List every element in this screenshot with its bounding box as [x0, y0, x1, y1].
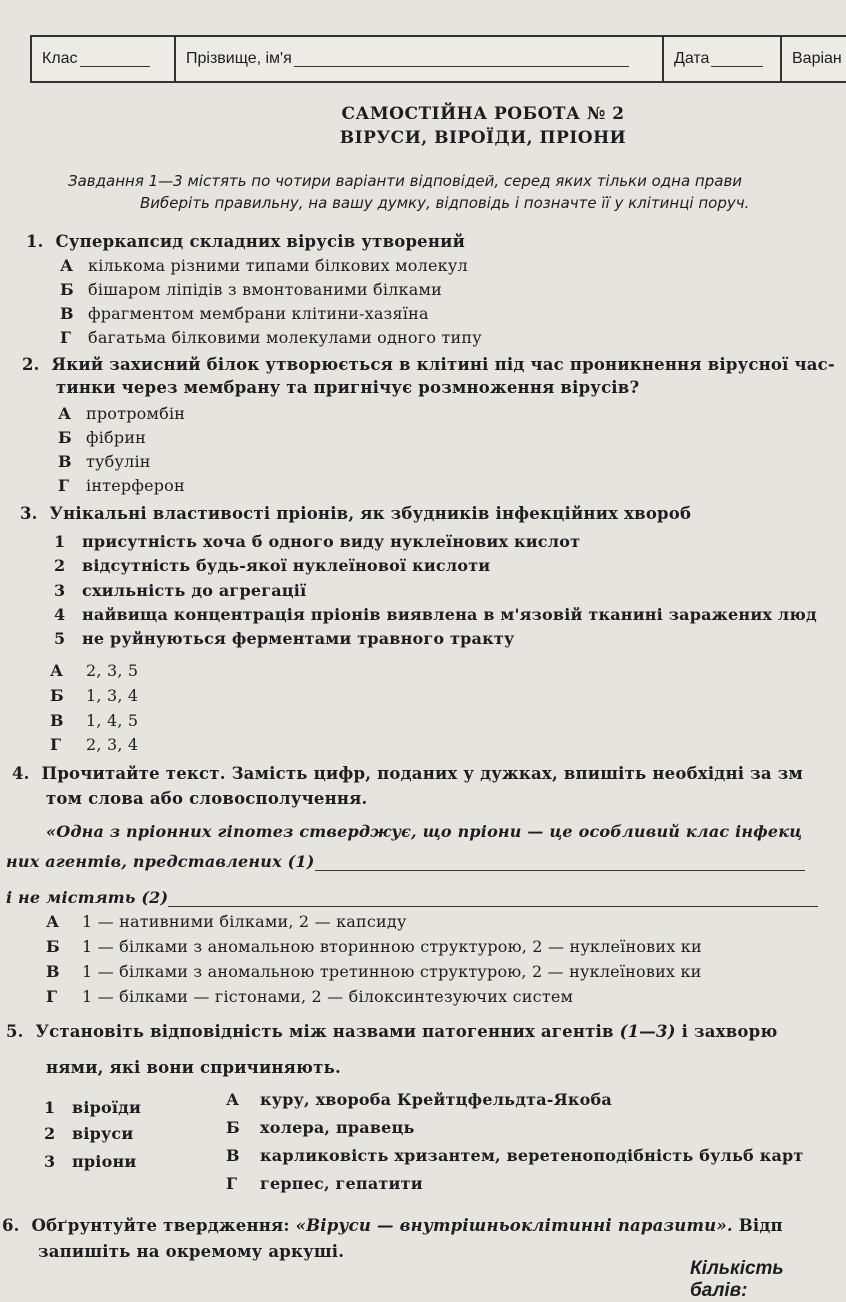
q3-statement-4	[54, 605, 817, 624]
option-letter: Г	[60, 328, 72, 347]
item-letter: Г	[226, 1174, 238, 1193]
item-letter: Б	[226, 1118, 240, 1137]
class-blank[interactable]	[80, 52, 150, 67]
option-letter: Г	[58, 476, 70, 495]
instruction-line-1: Завдання 1—3 містять по чотири варіанти відповідей, серед яких тільки одна прави	[68, 172, 743, 190]
q5-left-item-3	[44, 1152, 136, 1171]
option-letter: А	[60, 256, 74, 275]
score-label: Кількість балів:	[690, 1258, 784, 1301]
option-text: 1, 3, 4	[86, 686, 139, 705]
statement-number: 5	[54, 629, 66, 648]
item-letter: А	[226, 1090, 240, 1109]
date-cell	[664, 37, 782, 81]
item-text: герпес, гепатити	[260, 1174, 423, 1193]
name-label: Прізвище, ім'я	[186, 50, 292, 67]
option-text: багатьма білковими молекулами одного типу	[88, 328, 482, 347]
class-label: Клас	[42, 50, 78, 67]
statement-text: схильність до агрегації	[82, 581, 307, 600]
item-letter: В	[226, 1146, 240, 1165]
topic-title: ВІРУСИ, ВІРОЇДИ, ПРІОНИ	[339, 128, 627, 148]
q4-quote-line-3	[6, 888, 818, 907]
q3-statement-1	[54, 532, 580, 551]
name-cell	[176, 37, 664, 81]
q5-right-item-a	[226, 1090, 612, 1109]
question-5-number: 5.	[6, 1022, 24, 1041]
q2-option-c[interactable]	[58, 452, 151, 471]
statement-text: відсутність будь-якої нуклеїнової кислоти	[82, 556, 491, 575]
statement-number: 4	[54, 605, 66, 624]
question-1-number: 1.	[26, 232, 44, 251]
option-letter: А	[46, 912, 60, 931]
q3-option-b[interactable]	[50, 686, 138, 705]
option-letter: Б	[60, 280, 74, 299]
q4-quote-line-2	[6, 852, 805, 871]
q4-option-a[interactable]	[46, 912, 407, 931]
q1-option-a[interactable]	[60, 256, 468, 275]
option-text: фібрин	[86, 428, 147, 447]
option-text: фрагментом мембрани клітини-хазяїна	[88, 304, 429, 323]
option-letter: Б	[46, 937, 60, 956]
option-letter: В	[60, 304, 74, 323]
question-5-text: Установіть відповідність між назвами патогенних агентів	[35, 1022, 614, 1041]
question-5-range: (1—3)	[619, 1022, 676, 1041]
option-text: 1 — нативними білками, 2 — капсиду	[82, 912, 407, 931]
question-2-text: Який захисний білок утворюється в клітині під час проникнення вірусної час-	[51, 355, 835, 374]
question-2	[22, 355, 835, 374]
variant-label: Варіан	[792, 50, 842, 67]
q3-statement-5	[54, 629, 514, 648]
item-number: 1	[44, 1098, 56, 1117]
question-4-text-cont: том слова або словосполучення.	[46, 789, 368, 808]
item-text: віроїди	[72, 1098, 142, 1117]
date-label: Дата	[674, 50, 710, 67]
q1-option-c[interactable]	[60, 304, 429, 323]
item-text: холера, правець	[260, 1118, 415, 1137]
work-title: САМОСТІЙНА РОБОТА № 2	[341, 104, 625, 124]
option-letter: В	[46, 962, 60, 981]
q3-statement-3	[54, 581, 306, 600]
option-letter: Г	[46, 987, 58, 1006]
question-5-text-cont: нями, які вони спричиняють.	[46, 1058, 341, 1077]
q5-right-item-d	[226, 1174, 423, 1193]
q4-option-c[interactable]	[46, 962, 702, 981]
option-text: тубулін	[86, 452, 151, 471]
q2-option-d[interactable]	[58, 476, 185, 495]
option-text: 2, 3, 4	[86, 735, 139, 754]
question-4-number: 4.	[12, 764, 30, 783]
question-1-text: Суперкапсид складних вірусів утворений	[55, 232, 466, 251]
blank-2-field[interactable]	[168, 892, 818, 907]
statement-text: найвища концентрація пріонів виявлена в м'язовій тканині заражених люд	[82, 605, 817, 624]
question-4-text: Прочитайте текст. Замість цифр, поданих у дужках, впишіть необхідні за зм	[41, 764, 804, 783]
class-cell	[32, 37, 176, 81]
blank-1-field[interactable]	[315, 856, 805, 871]
option-letter: А	[58, 404, 72, 423]
q5-left-item-2	[44, 1124, 133, 1143]
statement-number: 3	[54, 581, 66, 600]
statement-text: присутність хоча б одного виду нуклеїнових кислот	[82, 532, 581, 551]
q3-statement-2	[54, 556, 490, 575]
question-2-number: 2.	[22, 355, 40, 374]
statement-number: 2	[54, 556, 66, 575]
option-letter: А	[50, 661, 64, 680]
option-letter: Г	[50, 735, 62, 754]
item-text: куру, хвороба Крейтцфельдта-Якоба	[260, 1090, 612, 1109]
q2-option-a[interactable]	[58, 404, 185, 423]
statement-text: не руйнуються ферментами травного тракту	[82, 629, 515, 648]
option-text: протромбін	[86, 404, 186, 423]
item-text: карликовість хризантем, веретеноподібність бульб карт	[260, 1146, 804, 1165]
option-letter: Б	[50, 686, 64, 705]
variant-cell	[782, 37, 846, 81]
q4-option-d[interactable]	[46, 987, 573, 1006]
option-text: 1 — білками — гістонами, 2 — білоксинтезуючих систем	[82, 987, 574, 1006]
question-2-text-cont: тинки через мембрану та пригнічує розмноження вірусів?	[56, 378, 640, 397]
question-6-text-cont: запишіть на окремому аркуші.	[38, 1242, 345, 1261]
q3-option-c[interactable]	[50, 711, 138, 730]
q5-left-item-1	[44, 1098, 141, 1117]
q4-quote-text: них агентів, представлених (1)	[6, 852, 315, 871]
instruction-line-2: Виберіть правильну, на вашу думку, відповідь і позначте її у клітинці поруч.	[140, 194, 750, 212]
header-table	[30, 35, 846, 83]
item-number: 2	[44, 1124, 56, 1143]
q2-option-b[interactable]	[58, 428, 146, 447]
question-6-text: Обґрунтуйте твердження:	[31, 1216, 290, 1235]
question-5	[6, 1022, 777, 1041]
name-blank[interactable]	[294, 52, 629, 67]
q4-quote-line-1: «Одна з пріонних гіпотез стверджує, що пріони — це особливий клас інфекц	[46, 822, 803, 841]
q3-option-a[interactable]	[50, 661, 138, 680]
q5-right-item-b	[226, 1118, 415, 1137]
question-6	[2, 1216, 783, 1235]
item-number: 3	[44, 1152, 56, 1171]
option-letter: В	[50, 711, 64, 730]
question-1	[26, 232, 465, 251]
question-6-number: 6.	[2, 1216, 20, 1235]
question-3-text: Унікальні властивості пріонів, як збудників інфекційних хвороб	[49, 504, 692, 523]
date-blank[interactable]	[711, 52, 763, 67]
question-5-text-end: і захворю	[681, 1022, 778, 1041]
option-text: 1 — білками з аномальною вторинною структурою, 2 — нуклеїнових ки	[82, 937, 702, 956]
q1-option-d[interactable]	[60, 328, 482, 347]
q1-option-b[interactable]	[60, 280, 442, 299]
q5-right-item-c	[226, 1146, 804, 1165]
q4-quote-text: і не містять (2)	[6, 888, 169, 907]
item-text: віруси	[72, 1124, 134, 1143]
option-letter: Б	[58, 428, 72, 447]
question-4	[12, 764, 803, 783]
statement-number: 1	[54, 532, 66, 551]
option-text: бішаром ліпідів з вмонтованими білками	[88, 280, 442, 299]
option-text: інтерферон	[86, 476, 185, 495]
question-3-number: 3.	[20, 504, 38, 523]
item-text: пріони	[72, 1152, 137, 1171]
option-text: кількома різними типами білкових молекул	[88, 256, 468, 275]
question-6-text-end: Відп	[738, 1216, 783, 1235]
question-3	[20, 504, 691, 523]
option-text: 1 — білками з аномальною третинною структурою, 2 — нуклеїнових ки	[82, 962, 702, 981]
q3-option-d[interactable]	[50, 735, 138, 754]
option-letter: В	[58, 452, 72, 471]
question-6-quote: «Віруси — внутрішньоклітинні паразити».	[295, 1216, 733, 1235]
q4-option-b[interactable]	[46, 937, 702, 956]
option-text: 1, 4, 5	[86, 711, 139, 730]
option-text: 2, 3, 5	[86, 661, 139, 680]
